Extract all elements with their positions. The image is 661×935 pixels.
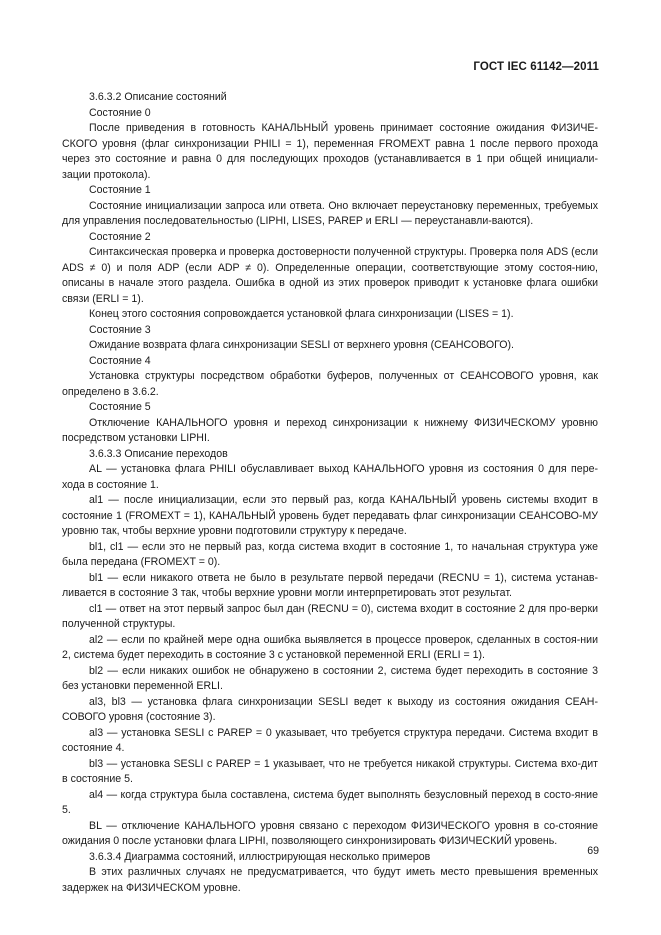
diagram-intro-text: В этих различных случаях не предусматривается, что будут иметь место превышения временных задержек на ФИЗИЧЕСКОМ уровне. xyxy=(62,866,598,894)
page-number: 69 xyxy=(587,845,599,857)
transition-al4: al4 — когда структура была составлена, система будет выполнять безусловный переход в состо-яние 5. xyxy=(62,788,598,816)
transition-al2: al2 — если по крайней мере одна ошибка выявляется в процессе проверок, сделанных в состоя-нии 2, система будет переходить в состояние 3 с установкой переменной ERLI (ERLI = 1). xyxy=(62,633,598,661)
state-2-end-text: Конец этого состояния сопровождается установкой флага синхронизации (LISES = 1). xyxy=(89,308,514,320)
transition-bl: BL — отключение КАНАЛЬНОГО уровня связано с переходом ФИЗИЧЕСКОГО уровня в со-стояние ожидания 0 после установки флага LIPHI, позволяющего синхронизировать ФИЗИЧЕСКИЙ уровень. xyxy=(62,819,598,847)
document-body xyxy=(62,90,598,896)
transition-al1: al1 — после инициализации, если это первый раз, когда КАНАЛЬНЫЙ уровень системы входит в состояние 1 (FROMEXT = 1), КАНАЛЬНЫЙ уровень будет передавать флаг синхронизации СЕАНСОВО-МУ уровню так, чтобы верхние уровни подготовили структуру к передаче. xyxy=(62,494,598,537)
transition-bl3: bl3 — установка SESLI с PAREP = 1 указывает, что не требуется никакой структуры. Система вхо-дит в состояние 5. xyxy=(62,757,598,785)
transition-bl1-cl1: bl1, cl1 — если это не первый раз, когда система входит в состояние 1, то начальная структура уже была передана (FROMEXT = 0). xyxy=(62,540,598,568)
state-4-text: Установка структуры посредством обработки буферов, полученных от СЕАНСОВОГО уровня, как определено в 3.6.2. xyxy=(62,370,598,398)
transition-al: AL — установка флага PHILI обуславливает выход КАНАЛЬНОГО уровня из состояния 0 для пере-хода в состояние 1. xyxy=(62,463,598,491)
state-1-text: Состояние инициализации запроса или ответа. Оно включает переустановку переменных, требуемых для управления последовательностью (LIPHI, LISES, PAREP и ERLI — переустанавли-ваются). xyxy=(62,199,598,227)
state-1-title: Состояние 1 xyxy=(89,184,151,196)
transition-al3-bl3: al3, bl3 — установка флага синхронизации SESLI ведет к выходу из состояния ожидания СЕАН-СОВОГО уровня (состояние 3). xyxy=(62,695,598,723)
state-0-title: Состояние 0 xyxy=(89,106,151,119)
state-2-text: Синтаксическая проверка и проверка достоверности полученной структуры. Проверка поля ADS (если ADS ≠ 0) и поля ADP (если ADP ≠ 0). Определенные операции, соответствующие этому состоя-нию, описаны в начале этого раздела. Ошибка в одной из этих проверок приводит к установке флага ошибки связи (ERLI = 1). xyxy=(62,246,598,305)
state-3-text: Ожидание возврата флага синхронизации SESLI от верхнего уровня (СЕАНСОВОГО). xyxy=(89,339,514,351)
section-heading-transitions: 3.6.3.3 Описание переходов xyxy=(89,447,228,460)
state-5-title: Состояние 5 xyxy=(89,401,151,413)
state-2-title: Состояние 2 xyxy=(89,230,151,243)
transition-bl2: bl2 — если никаких ошибок не обнаружено в состоянии 2, система будет переходить в состояние 3 без установки переменной ERLI. xyxy=(62,664,598,692)
state-0-text: После приведения в готовность КАНАЛЬНЫЙ уровень принимает состояние ожидания ФИЗИЧЕ-СКОГО уровня (флаг синхронизации PHILI = 1), переменная FROMEXT равна 1 после первого прохода через это состояние и равна 0 для последующих проходов (устанавливается в 1 при общей инициали-зации протокола). xyxy=(62,122,598,181)
transition-al3: al3 — установка SESLI с PAREP = 0 указывает, что требуется структура передачи. Система входит в состояние 4. xyxy=(62,726,598,754)
transition-cl1: cl1 — ответ на этот первый запрос был дан (RECNU = 0), система входит в состояние 2 для про-верки полученной структуры. xyxy=(62,602,598,630)
state-4-title: Состояние 4 xyxy=(89,354,151,367)
section-heading-state-description: 3.6.3.2 Описание состояний xyxy=(89,91,227,103)
state-3-title: Состояние 3 xyxy=(89,323,151,336)
transition-bl1: bl1 — если никакого ответа не было в результате первой передачи (RECNU = 1), система устанав-ливается в состояние 3 так, чтобы верхние уровни могли интерпретировать этот результат. xyxy=(62,571,598,599)
state-5-text: Отключение КАНАЛЬНОГО уровня и переход синхронизации к нижнему ФИЗИЧЕСКОМУ уровню посредством установки LIPHI. xyxy=(62,416,598,444)
section-heading-diagram: 3.6.3.4 Диаграмма состояний, иллюстрирующая несколько примеров xyxy=(89,850,431,863)
document-header: ГОСТ IEC 61142—2011 xyxy=(473,61,599,73)
